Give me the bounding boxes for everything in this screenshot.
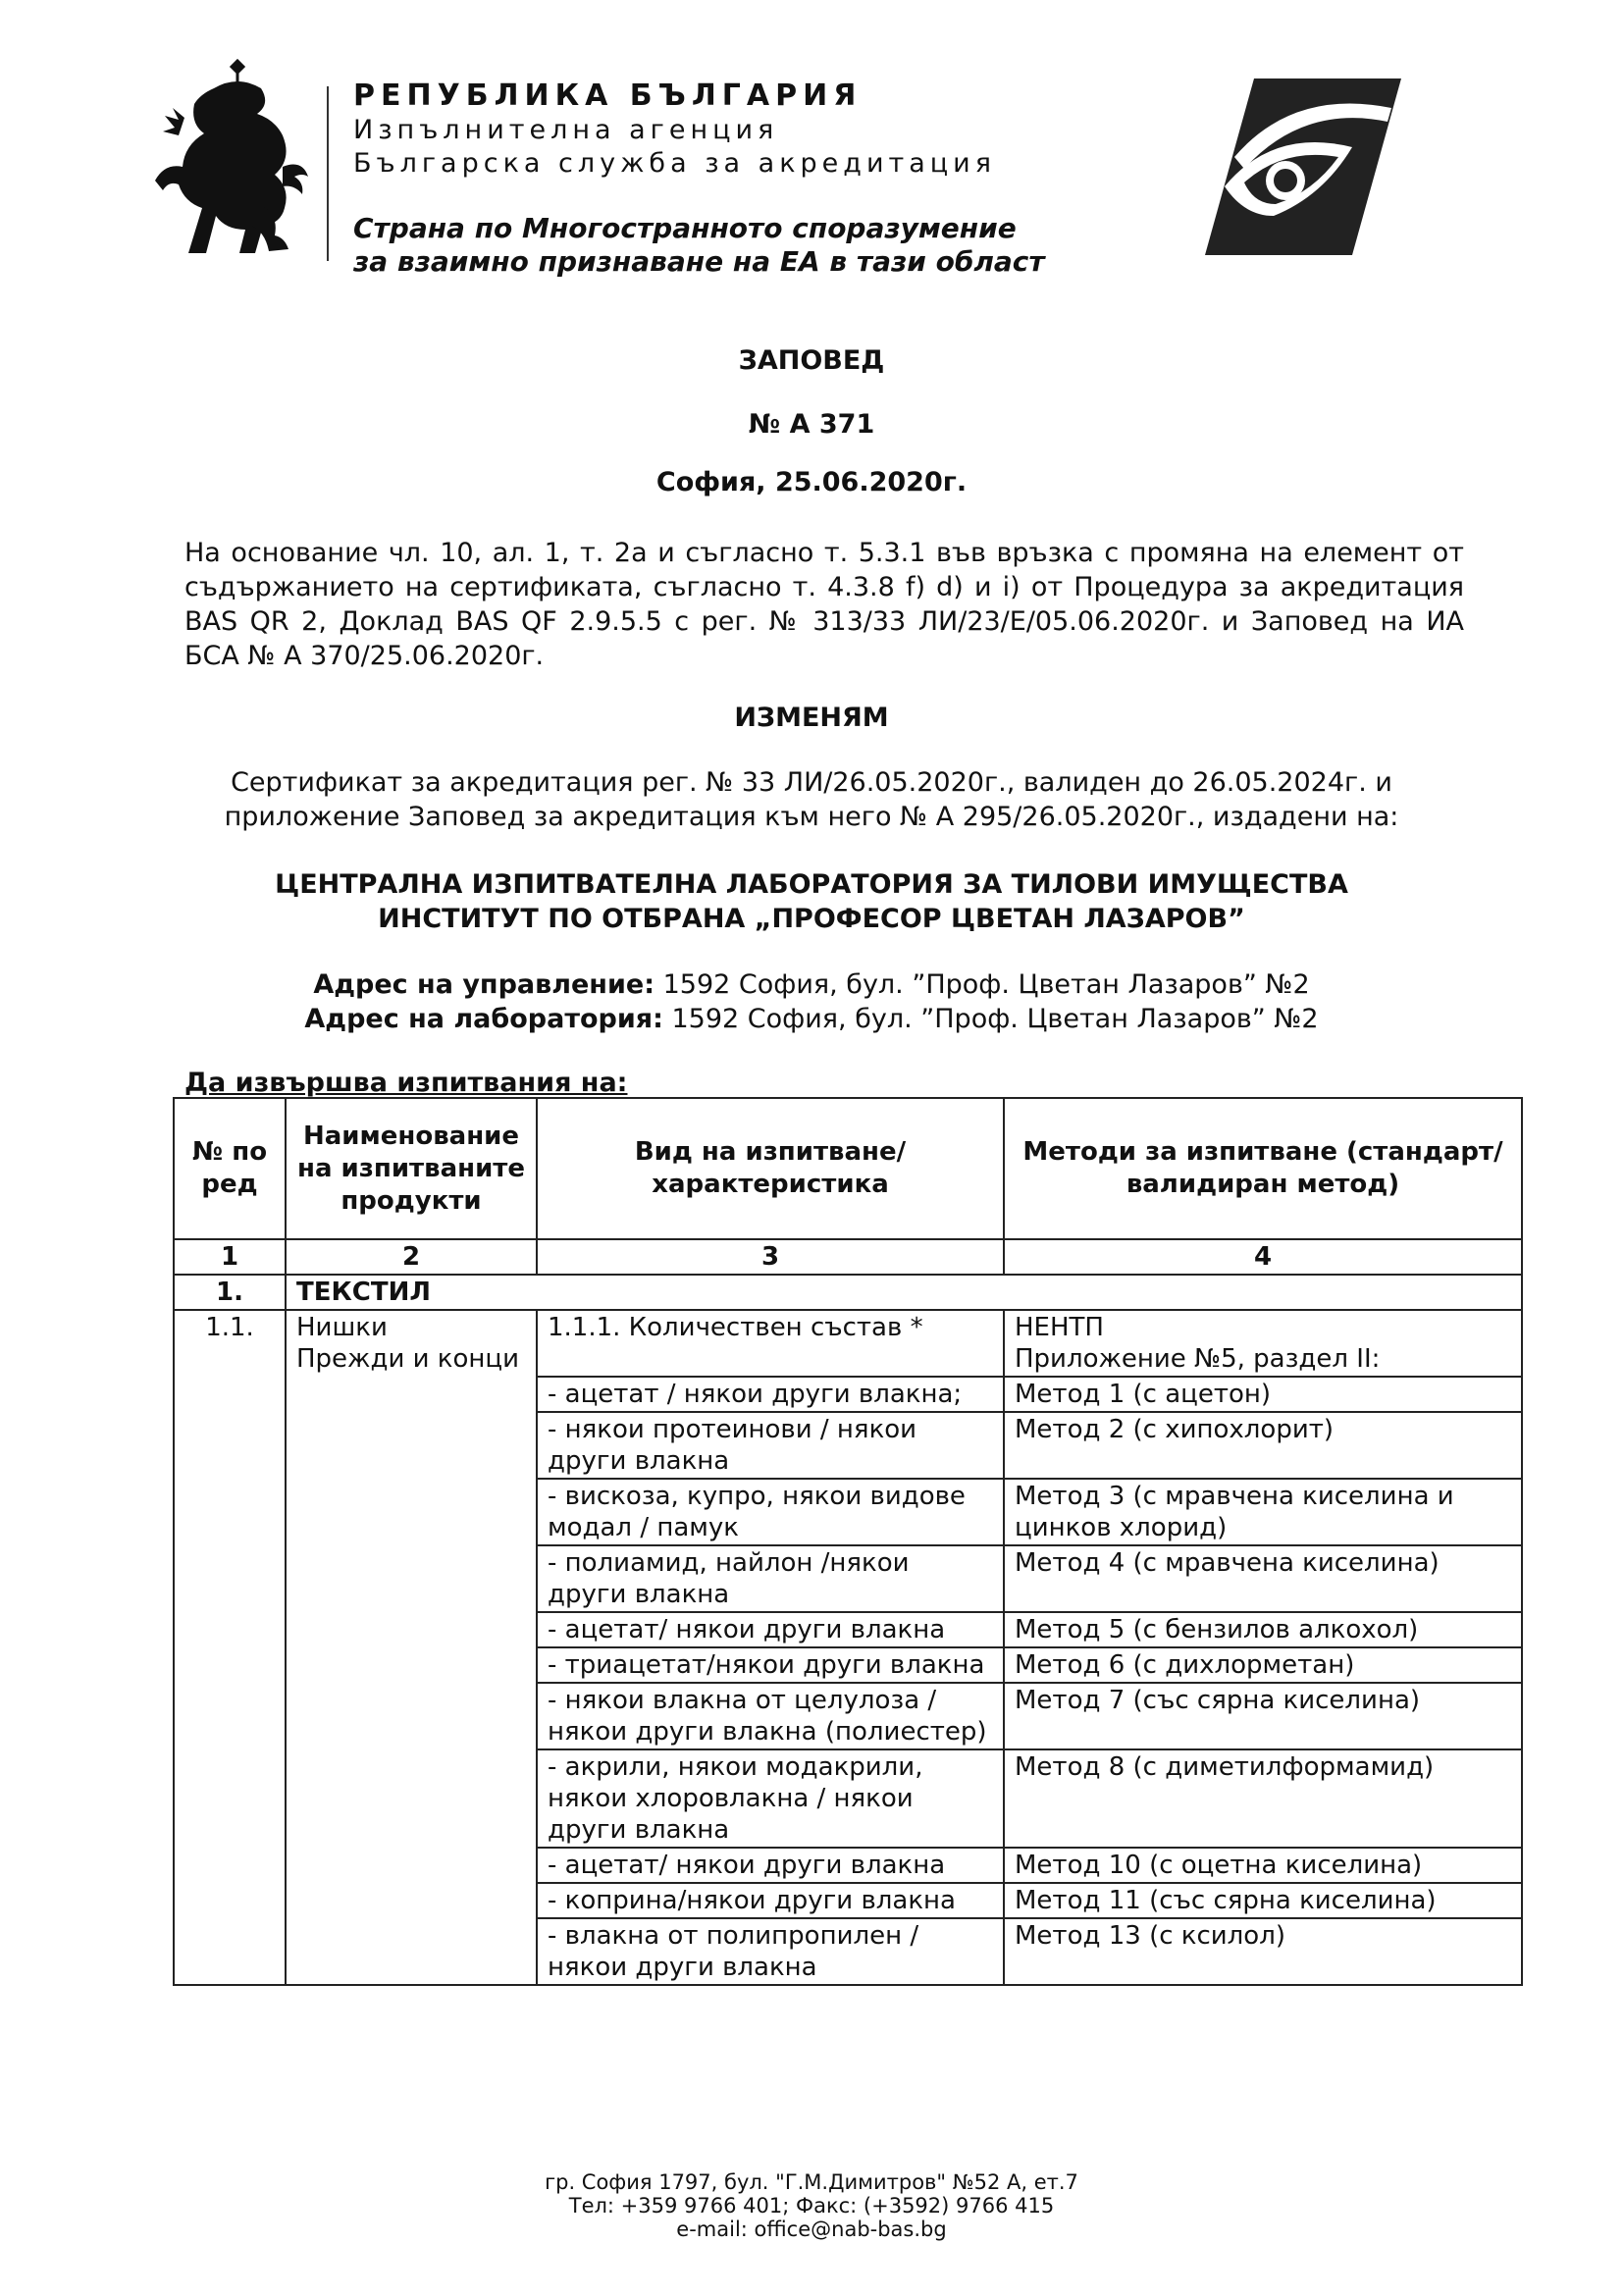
method-cell: Метод 5 (с бензилов алкохол) — [1004, 1612, 1522, 1647]
test-type-cell: - полиамид, найлон /някои други влакна — [537, 1545, 1004, 1612]
organization-name — [0, 867, 1623, 936]
test-type-cell: - някои влакна от целулоза / някои други влакна (полиестер) — [537, 1683, 1004, 1749]
test-type-cell: - триацетат/някои други влакна — [537, 1647, 1004, 1683]
header-text — [353, 78, 1045, 279]
col-number-2: 2 — [286, 1239, 537, 1275]
header-divider — [327, 86, 329, 261]
header-republic: РЕПУБЛИКА БЪЛГАРИЯ — [353, 78, 863, 113]
col-number-4: 4 — [1004, 1239, 1522, 1275]
subsection-number: 1.1. — [174, 1310, 286, 1985]
method-cell: НЕНТП Приложение №5, раздел II: — [1004, 1310, 1522, 1377]
method-cell: Метод 10 (с оцетна киселина) — [1004, 1848, 1522, 1883]
col-number-3: 3 — [537, 1239, 1004, 1275]
method-cell: Метод 3 (с мравчена киселина и цинков хлорид) — [1004, 1479, 1522, 1545]
certificate-line-2: приложение Заповед за акредитация към него № А 295/26.05.2020г., издадени на: — [224, 802, 1399, 832]
test-type-cell: - ацетат / някои други влакна; — [537, 1377, 1004, 1412]
method-cell: Метод 1 (с ацетон) — [1004, 1377, 1522, 1412]
column-number-row — [174, 1239, 1522, 1275]
certificate-line-1: Сертификат за акредитация рег. № 33 ЛИ/26.05.2020г., валиден до 26.05.2024г. и — [231, 767, 1392, 798]
header-no: № по ред — [174, 1098, 286, 1239]
section-number: 1. — [174, 1275, 286, 1310]
method-cell: Метод 2 (с хипохлорит) — [1004, 1412, 1522, 1479]
address-laboratory-label: Адрес на лаборатория: — [304, 1004, 663, 1034]
footer-email: e-mail: office@nab-bas.bg — [676, 2218, 947, 2241]
header-products: Наименование на изпитваните продукти — [286, 1098, 537, 1239]
address-management-value: 1592 София, бул. ”Проф. Цветан Лазаров” №2 — [654, 969, 1310, 1000]
address-laboratory — [0, 1002, 1623, 1036]
table-row — [174, 1310, 1522, 1377]
header-methods: Методи за изпитване (стандарт/валидиран метод) — [1004, 1098, 1522, 1239]
certificate-text — [0, 765, 1623, 834]
header-italic-2: за взаимно признаване на ЕА в тази област — [353, 245, 1045, 278]
coat-of-arms-lion-icon — [145, 59, 322, 265]
section-row — [174, 1275, 1522, 1310]
document-title: ЗАПОВЕД — [738, 345, 885, 376]
izmenyam-heading: ИЗМЕНЯМ — [734, 703, 889, 733]
footer-phone: Тел: +359 9766 401; Факс: (+3592) 9766 415 — [568, 2194, 1055, 2218]
table-header-row — [174, 1098, 1522, 1239]
method-cell: Метод 8 (с диметилформамид) — [1004, 1749, 1522, 1848]
test-type-cell: - коприна/някои други влакна — [537, 1883, 1004, 1918]
section-name: ТЕКСТИЛ — [286, 1275, 1522, 1310]
header-italic-1: Страна по Многостранното споразумение — [353, 212, 1017, 244]
address-management — [0, 967, 1623, 1002]
address-management-label: Адрес на управление: — [313, 969, 654, 1000]
document-place-date: София, 25.06.2020г. — [655, 467, 968, 497]
organization-line-2: ИНСТИТУТ ПО ОТБРАНА „ПРОФЕСОР ЦВЕТАН ЛАЗАРОВ” — [378, 904, 1245, 934]
test-type-cell: - ацетат/ някои други влакна — [537, 1612, 1004, 1647]
method-cell: Метод 4 (с мравчена киселина) — [1004, 1545, 1522, 1612]
test-type-cell: - вискоза, купро, някои видове модал / памук — [537, 1479, 1004, 1545]
legal-basis-paragraph: На основание чл. 10, ал. 1, т. 2а и съгласно т. 5.3.1 във връзка с промяна на елемент от съдържанието на сертификата, съгласно т. 4.3.8 f) d) и i) от Процедура за акредитация BAS QR 2, Доклад BAS QF 2.9.5.5 с рег. № 313/33 ЛИ/23/Е/05.06.2020г. и Заповед на ИА БСА № А 370/25.06.2020г. — [184, 538, 1464, 671]
header-agency: Изпълнителна агенция — [353, 115, 779, 145]
col-number-1: 1 — [174, 1239, 286, 1275]
test-type-cell: 1.1.1. Количествен състав * — [537, 1310, 1004, 1377]
method-cell: Метод 6 (с дихлорметан) — [1004, 1647, 1522, 1683]
product-line-1: Нишки — [296, 1313, 388, 1342]
address-laboratory-value: 1592 София, бул. ”Проф. Цветан Лазаров” №2 — [662, 1004, 1319, 1034]
method-cell: Метод 11 (със сярна киселина) — [1004, 1883, 1522, 1918]
bas-eye-logo-icon — [1205, 78, 1401, 255]
header-service: Българска служба за акредитация — [353, 148, 996, 179]
document-number: № А 371 — [748, 409, 875, 440]
method-cell: Метод 13 (с ксилол) — [1004, 1918, 1522, 1985]
footer — [0, 2170, 1623, 2241]
tests-table — [173, 1097, 1523, 1986]
organization-line-1: ЦЕНТРАЛНА ИЗПИТВАТЕЛНА ЛАБОРАТОРИЯ ЗА ТИЛОВИ ИМУЩЕСТВА — [275, 869, 1348, 900]
footer-address: гр. София 1797, бул. "Г.М.Димитров" №52 А, ет.7 — [545, 2170, 1078, 2194]
test-type-cell: - някои протеинови / някои други влакна — [537, 1412, 1004, 1479]
test-type-cell: - акрили, някои модакрили, някои хлоровлакна / някои други влакна — [537, 1749, 1004, 1848]
test-type-cell: - влакна от полипропилен /някои други влакна — [537, 1918, 1004, 1985]
test-type-cell: - ацетат/ някои други влакна — [537, 1848, 1004, 1883]
header-test-type: Вид на изпитване/ характеристика — [537, 1098, 1004, 1239]
product-cell — [286, 1310, 537, 1985]
product-line-2: Прежди и конци — [296, 1344, 519, 1374]
method-cell: Метод 7 (със сярна киселина) — [1004, 1683, 1522, 1749]
table-caption: Да извършва изпитвания на: — [184, 1068, 628, 1098]
addresses — [0, 967, 1623, 1036]
